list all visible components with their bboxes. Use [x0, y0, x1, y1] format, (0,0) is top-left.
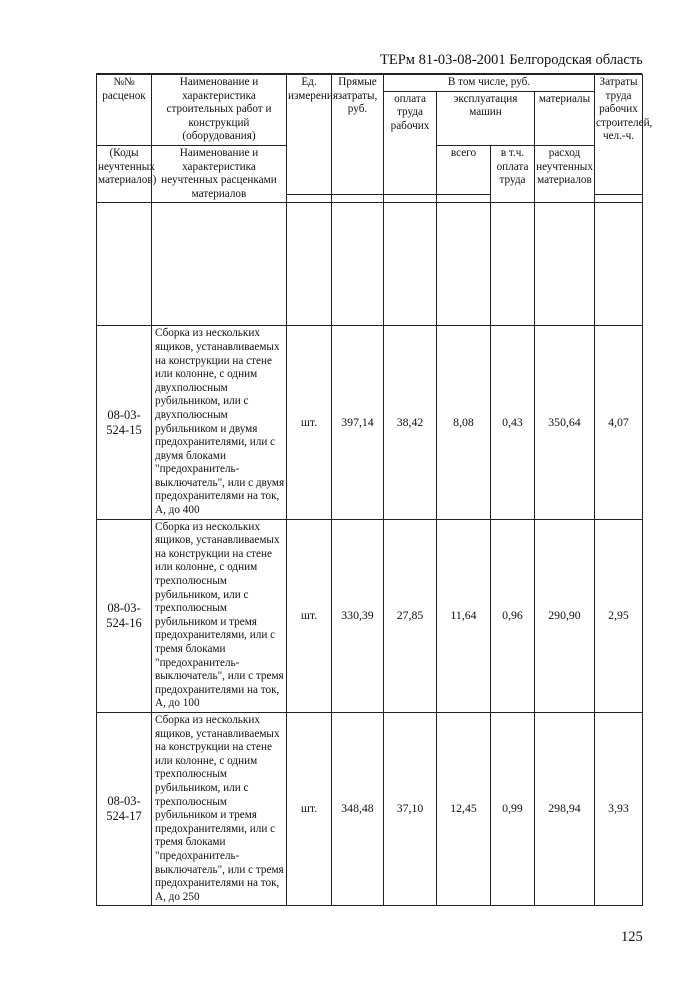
- direct-costs: 397,14: [332, 326, 384, 519]
- table-row: [97, 519, 643, 712]
- col-header-code: №№ расценок: [97, 75, 152, 146]
- rate-unit: шт.: [287, 519, 332, 712]
- col-header-labor-pay: оплата труда рабочих: [384, 91, 437, 194]
- col-header-machines: эксплуатация машин: [437, 91, 535, 145]
- labor-hours: 2,95: [595, 519, 643, 712]
- col-header-labor-hours: Затраты труда рабочих строителей, чел.-ч.: [595, 75, 643, 195]
- col-header-name-sub: Наименование и характеристика неучтенных расценками материалов: [152, 145, 287, 202]
- col-header-name: Наименование и характеристика строительных работ и конструкций (оборудования): [152, 75, 287, 146]
- col-header-including: В том числе, руб.: [384, 75, 595, 92]
- rate-unit: шт.: [287, 326, 332, 519]
- col-header-code-sub: (Коды неучтенных материалов): [97, 145, 152, 202]
- page-header: ТЕРм 81-03-08-2001 Белгородская область: [380, 52, 643, 68]
- labor-pay: 37,10: [384, 712, 437, 905]
- rate-unit: шт.: [287, 712, 332, 905]
- rate-description: Сборка из нескольких ящиков, устанавливаемых на конструкции на стене или колонне, с одним трехполюсным рубильником, или с трехполюсным рубильником и тремя предохранителями, или с тремя блоками "предохранитель-выключатель", или с тремя предохранителями на ток, А, до 100: [152, 519, 287, 712]
- machines-labor: 0,43: [491, 326, 535, 519]
- table-row: [97, 712, 643, 905]
- machines-labor: 0,96: [491, 519, 535, 712]
- col-header-machine-labor: в т.ч. оплата труда: [491, 145, 535, 202]
- col-header-machines-total: всего: [437, 145, 491, 194]
- machines-total: 11,64: [437, 519, 491, 712]
- table-row: [97, 326, 643, 519]
- rate-description: Сборка из нескольких ящиков, устанавливаемых на конструкции на стене или колонне, с одним двухполюсным рубильником, или с двухполюсным рубильником и двумя предохранителями, или с двумя блоками "предохранитель-выключатель", или с двумя предохранителями на ток, А, до 400: [152, 326, 287, 519]
- labor-pay: 27,85: [384, 519, 437, 712]
- rates-table: [96, 74, 653, 906]
- materials-cost: 290,90: [535, 519, 595, 712]
- col-header-direct-costs: Прямые затраты, руб.: [332, 75, 384, 195]
- rate-code: 08-03-524-15: [97, 326, 152, 519]
- col-header-unaccounted: расход неучтенных материалов: [535, 145, 595, 202]
- table-row-spacer: [97, 203, 643, 326]
- col-header-materials: материалы: [535, 91, 595, 145]
- col-header-unit: Ед. измерения: [287, 75, 332, 195]
- machines-total: 8,08: [437, 326, 491, 519]
- materials-cost: 350,64: [535, 326, 595, 519]
- machines-labor: 0,99: [491, 712, 535, 905]
- rate-code: 08-03-524-16: [97, 519, 152, 712]
- direct-costs: 330,39: [332, 519, 384, 712]
- labor-hours: 3,93: [595, 712, 643, 905]
- machines-total: 12,45: [437, 712, 491, 905]
- page-number: 125: [621, 929, 643, 945]
- materials-cost: 298,94: [535, 712, 595, 905]
- labor-hours: 4,07: [595, 326, 643, 519]
- rate-description: Сборка из нескольких ящиков, устанавливаемых на конструкции на стене или колонне, с одним трехполюсным рубильником, или с трехполюсным рубильником и тремя предохранителями, или с тремя блоками "предохранитель-выключатель", или с тремя предохранителями на ток, А, до 250: [152, 712, 287, 905]
- direct-costs: 348,48: [332, 712, 384, 905]
- labor-pay: 38,42: [384, 326, 437, 519]
- rate-code: 08-03-524-17: [97, 712, 152, 905]
